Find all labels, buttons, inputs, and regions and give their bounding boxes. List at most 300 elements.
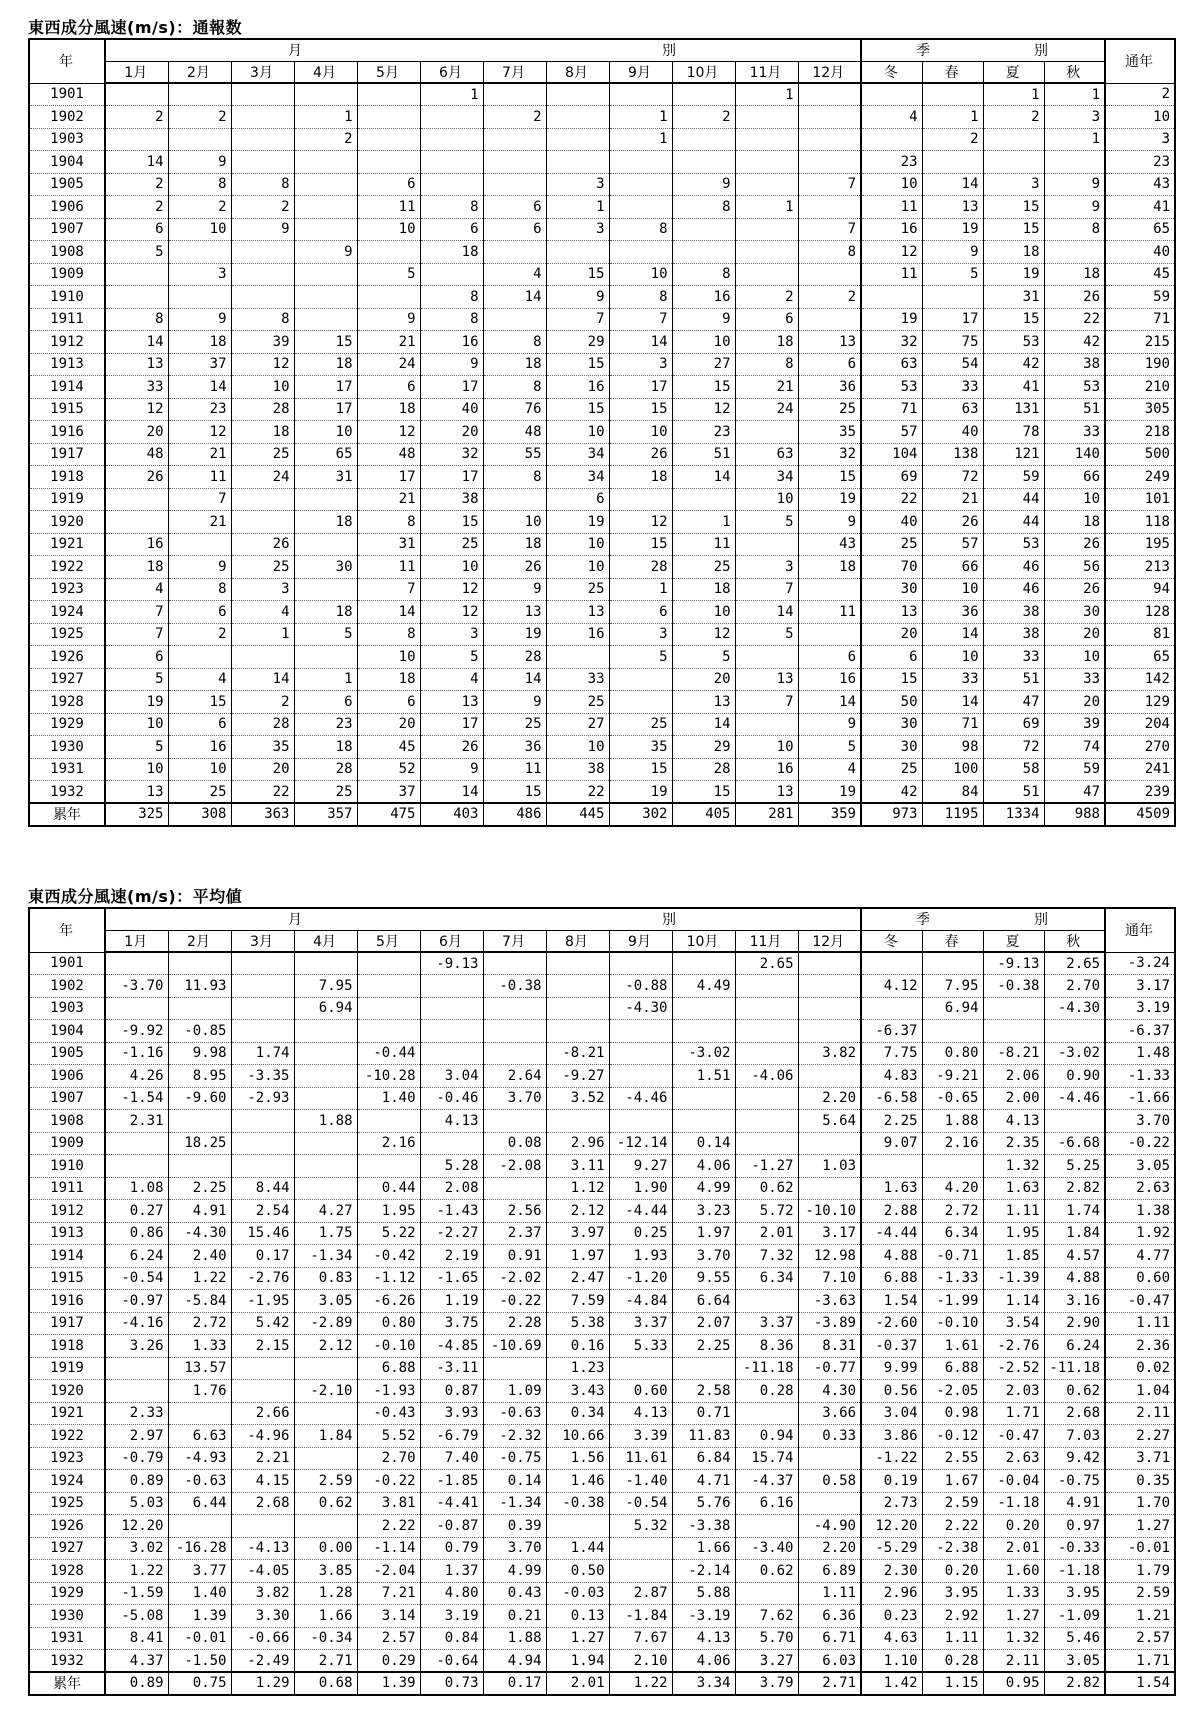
month-cell: -1.34 [483, 1492, 546, 1515]
month-cell: -2.49 [231, 1650, 294, 1673]
month-cell: 2 [105, 196, 168, 219]
season-cell: 25 [861, 758, 922, 781]
month-cell: 3.82 [231, 1582, 294, 1605]
season-cell [861, 128, 922, 151]
month-cell [609, 1065, 672, 1088]
month-cell: 3.70 [672, 1245, 735, 1268]
month-cell: -1.50 [168, 1650, 231, 1673]
season-cell: 121 [983, 443, 1044, 466]
month-cell: 0.84 [420, 1627, 483, 1650]
table-row [29, 1357, 1175, 1380]
year-cell: 1921 [29, 533, 105, 556]
month-cell: -0.43 [357, 1402, 420, 1425]
month-cell: 0.16 [546, 1335, 609, 1358]
season-cell: 1.33 [983, 1582, 1044, 1605]
month-cell [798, 578, 861, 601]
month-cell: 9 [357, 308, 420, 331]
year-cell: 1903 [29, 128, 105, 151]
month-cell [798, 1020, 861, 1043]
month-cell: 13 [420, 691, 483, 714]
month-cell: 18.25 [168, 1132, 231, 1155]
month-cell: 3.26 [105, 1335, 168, 1358]
month-cell: 6.89 [798, 1560, 861, 1583]
month-cell [105, 263, 168, 286]
year-cell: 1929 [29, 1582, 105, 1605]
month-cell: -3.89 [798, 1312, 861, 1335]
season-cell: 5 [922, 263, 983, 286]
month-cell: 65 [294, 443, 357, 466]
month-header: 9月 [609, 930, 672, 952]
season-cell [922, 952, 983, 975]
month-cell: 13 [105, 353, 168, 376]
month-cell [672, 488, 735, 511]
month-cell: 1 [420, 83, 483, 106]
month-cell [357, 241, 420, 264]
season-cell: -0.65 [922, 1087, 983, 1110]
month-cell: 0.86 [105, 1222, 168, 1245]
month-cell [357, 128, 420, 151]
month-cell: 15 [609, 398, 672, 421]
month-cell [546, 106, 609, 129]
month-cell [168, 1402, 231, 1425]
month-header: 4月 [294, 930, 357, 952]
season-cell: -6.58 [861, 1087, 922, 1110]
month-cell: 15 [609, 533, 672, 556]
month-cell: 2.57 [357, 1627, 420, 1650]
table-row [29, 713, 1175, 736]
month-cell: -4.44 [609, 1200, 672, 1223]
month-cell: 7 [357, 578, 420, 601]
month-cell: -3.40 [735, 1537, 798, 1560]
month-cell [294, 263, 357, 286]
table-row [29, 1155, 1175, 1178]
month-cell: 1.97 [546, 1245, 609, 1268]
season-cell: 4.88 [1044, 1267, 1105, 1290]
month-cell: 8 [105, 308, 168, 331]
month-cell: -3.19 [672, 1605, 735, 1628]
month-cell: 28 [294, 758, 357, 781]
month-cell [798, 623, 861, 646]
month-cell: 4.99 [672, 1177, 735, 1200]
year-cell: 1902 [29, 106, 105, 129]
month-cell: 1.46 [546, 1470, 609, 1493]
month-cell: 9 [294, 241, 357, 264]
month-cell: 475 [357, 803, 420, 826]
month-cell: 0.43 [483, 1582, 546, 1605]
month-cell [105, 1155, 168, 1178]
table-row [29, 1087, 1175, 1110]
month-cell [294, 646, 357, 669]
month-cell: 25 [546, 691, 609, 714]
month-cell [231, 1515, 294, 1538]
month-cell: 9 [420, 353, 483, 376]
month-cell [294, 1357, 357, 1380]
month-cell: 1.28 [294, 1582, 357, 1605]
season-cell: 140 [1044, 443, 1105, 466]
month-cell: 1.11 [798, 1582, 861, 1605]
month-cell: 9 [168, 308, 231, 331]
month-cell: 1.40 [357, 1087, 420, 1110]
month-cell [168, 1155, 231, 1178]
season-cell: 104 [861, 443, 922, 466]
annual-cell: 2.57 [1105, 1627, 1175, 1650]
season-cell: 21 [922, 488, 983, 511]
month-cell [231, 1380, 294, 1403]
annual-cell: 1.70 [1105, 1492, 1175, 1515]
month-cell: -1.65 [420, 1267, 483, 1290]
month-cell: 31 [294, 466, 357, 489]
month-cell [420, 1020, 483, 1043]
season-cell: 42 [1044, 331, 1105, 354]
month-cell: 25 [672, 556, 735, 579]
month-cell: 25 [231, 556, 294, 579]
year-cell: 1913 [29, 1222, 105, 1245]
season-cell: 2.82 [1044, 1177, 1105, 1200]
season-cell: 1.54 [861, 1290, 922, 1313]
month-cell [546, 1110, 609, 1133]
month-cell: 2.71 [798, 1672, 861, 1695]
month-cell: 5.88 [672, 1582, 735, 1605]
month-cell: 281 [735, 803, 798, 826]
month-cell: 4.99 [483, 1560, 546, 1583]
month-cell: 48 [357, 443, 420, 466]
season-cell: -0.75 [1044, 1470, 1105, 1493]
month-cell: -4.16 [105, 1312, 168, 1335]
month-cell: 4.71 [672, 1470, 735, 1493]
month-cell: 45 [357, 736, 420, 759]
annual-cell: 41 [1105, 196, 1175, 219]
month-cell: 3.23 [672, 1200, 735, 1223]
table-row [29, 691, 1175, 714]
month-cell: 1.44 [546, 1537, 609, 1560]
season-cell: 10 [861, 173, 922, 196]
month-cell: 6.63 [168, 1425, 231, 1448]
month-cell [609, 691, 672, 714]
month-cell [798, 1177, 861, 1200]
season-cell: 9.42 [1044, 1447, 1105, 1470]
month-header: 11月 [735, 930, 798, 952]
month-cell: 5.03 [105, 1492, 168, 1515]
month-cell: 1.56 [546, 1447, 609, 1470]
month-cell: -3.70 [105, 975, 168, 998]
year-header: 年 [29, 908, 105, 952]
total-row [29, 1672, 1175, 1695]
month-cell: 0.83 [294, 1267, 357, 1290]
season-cell: 59 [1044, 758, 1105, 781]
month-cell [294, 1515, 357, 1538]
month-cell: 8 [231, 173, 294, 196]
month-cell [735, 241, 798, 264]
season-cell: 47 [983, 691, 1044, 714]
month-cell: -2.14 [672, 1560, 735, 1583]
month-cell: 38 [420, 488, 483, 511]
month-cell: -0.63 [483, 1402, 546, 1425]
month-cell: -0.79 [105, 1447, 168, 1470]
month-cell [483, 241, 546, 264]
season-cell: 0.98 [922, 1402, 983, 1425]
month-header: 4月 [294, 61, 357, 83]
month-cell: 16 [546, 623, 609, 646]
month-cell: 9 [483, 578, 546, 601]
month-cell: 43 [798, 533, 861, 556]
month-cell: 10 [168, 758, 231, 781]
annual-cell: 305 [1105, 398, 1175, 421]
month-cell: -0.01 [168, 1627, 231, 1650]
season-cell [1044, 241, 1105, 264]
season-cell: -0.12 [922, 1425, 983, 1448]
season-cell: 6.94 [922, 997, 983, 1020]
month-cell: 4 [483, 263, 546, 286]
season-cell: -6.68 [1044, 1132, 1105, 1155]
month-cell: -1.43 [420, 1200, 483, 1223]
month-cell: 1.33 [168, 1335, 231, 1358]
month-cell [672, 997, 735, 1020]
month-cell [231, 646, 294, 669]
annual-cell: 2.27 [1105, 1425, 1175, 1448]
month-cell: 3 [546, 173, 609, 196]
month-cell: 6 [357, 691, 420, 714]
month-cell: 6 [609, 601, 672, 624]
month-cell: 359 [798, 803, 861, 826]
month-cell: 7.32 [735, 1245, 798, 1268]
season-cell: 6.24 [1044, 1335, 1105, 1358]
month-cell: 0.00 [294, 1537, 357, 1560]
month-cell [294, 83, 357, 106]
month-header: 3月 [231, 930, 294, 952]
month-cell: 4.15 [231, 1470, 294, 1493]
month-cell: 37 [357, 781, 420, 804]
month-cell: 8 [231, 308, 294, 331]
annual-cell: 1.92 [1105, 1222, 1175, 1245]
month-cell: 15.46 [231, 1222, 294, 1245]
season-cell: 1.14 [983, 1290, 1044, 1313]
season-cell: 4.57 [1044, 1245, 1105, 1268]
table-row [29, 1042, 1175, 1065]
season-cell: 4.63 [861, 1627, 922, 1650]
annual-cell: 65 [1105, 646, 1175, 669]
month-cell: 4.30 [798, 1380, 861, 1403]
month-cell: -0.85 [168, 1020, 231, 1043]
month-header: 7月 [483, 930, 546, 952]
month-cell: 1 [609, 578, 672, 601]
season-cell: 1.71 [983, 1402, 1044, 1425]
month-cell: 3.77 [168, 1560, 231, 1583]
month-cell [483, 952, 546, 975]
month-cell: 36 [798, 376, 861, 399]
season-cell: 32 [861, 331, 922, 354]
month-cell: 35 [231, 736, 294, 759]
month-cell: 17 [294, 376, 357, 399]
month-cell: 16 [672, 286, 735, 309]
month-cell: 18 [105, 556, 168, 579]
month-cell: 2.28 [483, 1312, 546, 1335]
month-cell: 2.25 [672, 1335, 735, 1358]
season-cell: 10 [1044, 646, 1105, 669]
season-cell: 131 [983, 398, 1044, 421]
month-cell: -1.95 [231, 1290, 294, 1313]
season-cell: 53 [983, 331, 1044, 354]
month-cell: 5.33 [609, 1335, 672, 1358]
season-cell: 2.01 [983, 1537, 1044, 1560]
month-cell: 8.41 [105, 1627, 168, 1650]
month-cell: 12 [105, 398, 168, 421]
season-cell: 66 [922, 556, 983, 579]
month-cell: -8.21 [546, 1042, 609, 1065]
month-cell: 10 [357, 646, 420, 669]
season-cell [861, 286, 922, 309]
annual-cell: 40 [1105, 241, 1175, 264]
month-cell: -3.35 [231, 1065, 294, 1088]
season-cell: 53 [861, 376, 922, 399]
season-cell: 22 [861, 488, 922, 511]
season-cell: -1.09 [1044, 1605, 1105, 1628]
month-cell: 1.08 [105, 1177, 168, 1200]
month-cell: 8.95 [168, 1065, 231, 1088]
month-cell: 3 [168, 263, 231, 286]
month-cell: 2.56 [483, 1200, 546, 1223]
month-cell: -1.20 [609, 1267, 672, 1290]
month-cell: 3.27 [735, 1650, 798, 1673]
month-cell: 25 [609, 713, 672, 736]
month-cell [483, 1177, 546, 1200]
month-cell [546, 241, 609, 264]
month-header: 8月 [546, 930, 609, 952]
month-cell: 27 [546, 713, 609, 736]
month-cell: -1.40 [609, 1470, 672, 1493]
month-cell: 8 [483, 466, 546, 489]
month-cell: 5 [105, 736, 168, 759]
month-cell: -0.66 [231, 1627, 294, 1650]
season-cell: 57 [922, 533, 983, 556]
annual-cell: 210 [1105, 376, 1175, 399]
month-cell: 6 [483, 196, 546, 219]
season-group-label [864, 40, 1100, 60]
month-cell: 12 [231, 353, 294, 376]
season-cell: 1195 [922, 803, 983, 826]
season-cell: 2.30 [861, 1560, 922, 1583]
season-cell: 11 [861, 196, 922, 219]
month-cell: -2.27 [420, 1222, 483, 1245]
month-cell: 2.01 [546, 1672, 609, 1695]
year-cell: 1928 [29, 1560, 105, 1583]
table-row [29, 443, 1175, 466]
month-cell [609, 488, 672, 511]
season-cell: 2.03 [983, 1380, 1044, 1403]
month-cell [798, 151, 861, 174]
month-cell [357, 1020, 420, 1043]
year-cell: 1911 [29, 308, 105, 331]
month-cell: -1.27 [735, 1155, 798, 1178]
month-cell: -2.10 [294, 1380, 357, 1403]
month-cell [546, 1020, 609, 1043]
month-cell [546, 151, 609, 174]
month-cell: 29 [672, 736, 735, 759]
month-header: 5月 [357, 61, 420, 83]
month-cell: 2 [105, 173, 168, 196]
month-cell [357, 83, 420, 106]
table-row [29, 1245, 1175, 1268]
season-cell: 0.28 [922, 1650, 983, 1673]
month-cell: -3.63 [798, 1290, 861, 1313]
month-cell: 26 [609, 443, 672, 466]
month-cell: 4.91 [168, 1200, 231, 1223]
season-cell: 1.95 [983, 1222, 1044, 1245]
month-cell [420, 997, 483, 1020]
month-cell: 2.37 [483, 1222, 546, 1245]
month-cell: 0.75 [168, 1672, 231, 1695]
month-cell: 11.83 [672, 1425, 735, 1448]
month-cell: 3.66 [798, 1402, 861, 1425]
season-cell: 2.55 [922, 1447, 983, 1470]
month-cell: 2.10 [609, 1650, 672, 1673]
month-cell: 0.34 [546, 1402, 609, 1425]
month-cell [294, 1402, 357, 1425]
month-cell [357, 286, 420, 309]
season-cell: -1.18 [983, 1492, 1044, 1515]
month-cell: -4.93 [168, 1447, 231, 1470]
month-cell: 13 [672, 691, 735, 714]
month-cell: 0.33 [798, 1425, 861, 1448]
month-cell: 7.95 [294, 975, 357, 998]
season-cell: 3.95 [1044, 1582, 1105, 1605]
month-cell [357, 952, 420, 975]
month-header: 8月 [546, 61, 609, 83]
season-cell: 19 [983, 263, 1044, 286]
month-cell [105, 952, 168, 975]
table-row [29, 241, 1175, 264]
month-cell: 7.59 [546, 1290, 609, 1313]
month-cell [357, 997, 420, 1020]
table-row [29, 83, 1175, 106]
month-cell: 12.20 [105, 1515, 168, 1538]
month-cell: 16 [168, 736, 231, 759]
month-cell [546, 646, 609, 669]
season-cell: 4.91 [1044, 1492, 1105, 1515]
month-cell: 6 [357, 376, 420, 399]
month-cell: -16.28 [168, 1537, 231, 1560]
month-cell [231, 952, 294, 975]
month-cell: 19 [105, 691, 168, 714]
month-cell: 15 [672, 781, 735, 804]
month-header: 9月 [609, 61, 672, 83]
month-cell: 4.06 [672, 1155, 735, 1178]
month-cell: 3.19 [420, 1605, 483, 1628]
table-row [29, 1065, 1175, 1088]
month-cell: 0.89 [105, 1672, 168, 1695]
month-cell [798, 952, 861, 975]
annual-cell: 1.04 [1105, 1380, 1175, 1403]
month-cell: 1.37 [420, 1560, 483, 1583]
month-cell: 2 [168, 106, 231, 129]
month-cell [105, 1132, 168, 1155]
month-cell [735, 1110, 798, 1133]
annual-cell: 241 [1105, 758, 1175, 781]
month-cell: 16 [105, 533, 168, 556]
month-cell [546, 997, 609, 1020]
table-row [29, 1222, 1175, 1245]
season-cell: 1.67 [922, 1470, 983, 1493]
month-cell: 25 [231, 443, 294, 466]
season-cell: 1.74 [1044, 1200, 1105, 1223]
month-cell [294, 218, 357, 241]
season-cell: 1.61 [922, 1335, 983, 1358]
month-cell: 39 [231, 331, 294, 354]
month-cell [798, 1492, 861, 1515]
month-cell: 2 [672, 106, 735, 129]
month-cell: 23 [168, 398, 231, 421]
month-cell: 34 [546, 466, 609, 489]
month-cell: 0.94 [735, 1425, 798, 1448]
